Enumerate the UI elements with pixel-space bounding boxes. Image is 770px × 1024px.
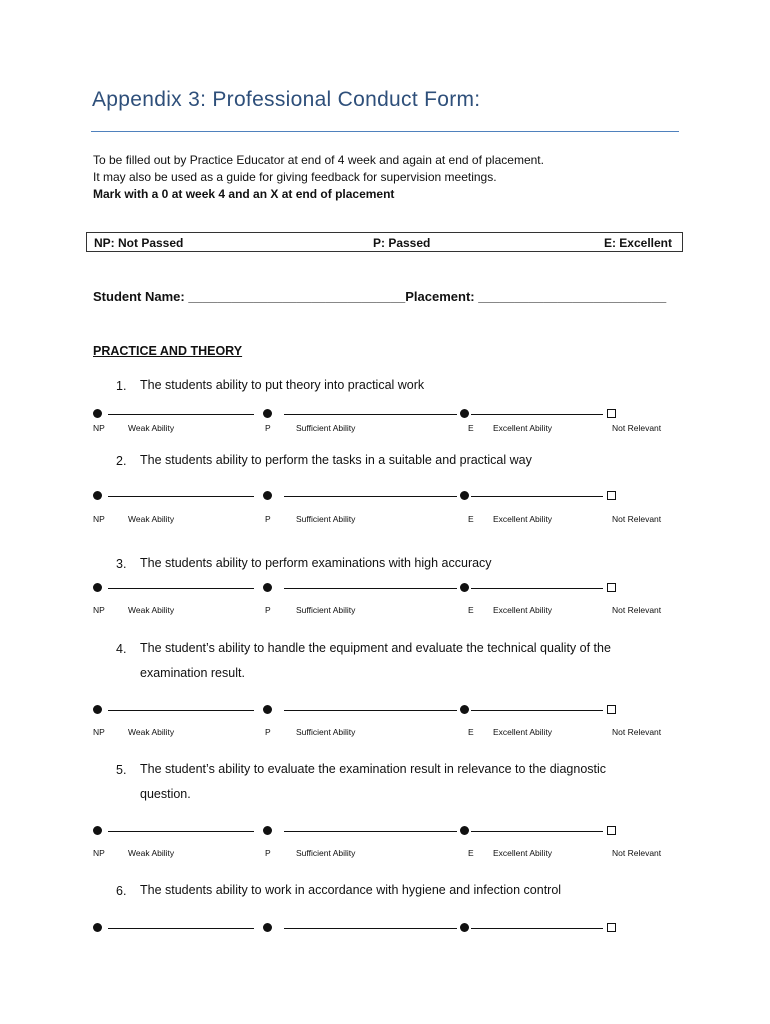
excellent-ability-line[interactable] <box>471 414 603 415</box>
p-marker[interactable] <box>263 491 272 500</box>
label-not-relevant: Not Relevant <box>612 848 662 858</box>
instruction-text: Mark with a 0 at week 4 and an X at end of placement <box>93 187 395 201</box>
np-marker[interactable] <box>93 826 102 835</box>
weak-ability-line[interactable] <box>108 928 254 929</box>
e-marker[interactable] <box>460 705 469 714</box>
rating-scale[interactable] <box>93 581 693 595</box>
label-excellent-ability: Excellent Ability <box>493 605 553 615</box>
rating-scale[interactable] <box>93 407 693 421</box>
label-sufficient-ability: Sufficient Ability <box>296 514 356 524</box>
legend-excellent: E: Excellent <box>603 236 672 250</box>
question-text: The student’s ability to handle the equipment and evaluate the technical quality of the <box>140 641 611 655</box>
np-marker[interactable] <box>93 491 102 500</box>
weak-ability-line[interactable] <box>108 710 254 711</box>
label-e: E <box>468 423 474 433</box>
label-np: NP <box>93 727 105 737</box>
label-e: E <box>468 605 474 615</box>
label-np: NP <box>93 848 105 858</box>
label-sufficient-ability: Sufficient Ability <box>296 423 356 433</box>
question-number: 5. <box>116 763 127 777</box>
label-excellent-ability: Excellent Ability <box>493 423 553 433</box>
label-weak-ability: Weak Ability <box>128 848 175 858</box>
not-relevant-checkbox[interactable] <box>607 705 616 714</box>
section-heading: PRACTICE AND THEORY <box>93 344 243 358</box>
label-excellent-ability: Excellent Ability <box>493 848 553 858</box>
question-number: 4. <box>116 642 127 656</box>
not-relevant-checkbox[interactable] <box>607 409 616 418</box>
label-p: P <box>265 514 271 524</box>
question-number: 1. <box>116 379 127 393</box>
label-excellent-ability: Excellent Ability <box>493 514 553 524</box>
e-marker[interactable] <box>460 923 469 932</box>
question-text-continued: examination result. <box>140 666 245 680</box>
sufficient-ability-line[interactable] <box>284 831 457 832</box>
p-marker[interactable] <box>263 583 272 592</box>
sufficient-ability-line[interactable] <box>284 588 457 589</box>
scale-labels <box>93 727 693 739</box>
grading-legend <box>86 232 683 252</box>
p-marker[interactable] <box>263 409 272 418</box>
weak-ability-line[interactable] <box>108 496 254 497</box>
sufficient-ability-line[interactable] <box>284 414 457 415</box>
weak-ability-line[interactable] <box>108 831 254 832</box>
intro-line-1: To be filled out by Practice Educator at end of 4 week and again at end of placement. <box>93 153 544 167</box>
label-p: P <box>265 848 271 858</box>
label-p: P <box>265 605 271 615</box>
question-text: The students ability to put theory into practical work <box>140 378 425 392</box>
e-marker[interactable] <box>460 583 469 592</box>
question-number: 2. <box>116 454 127 468</box>
scale-labels <box>93 605 693 617</box>
np-marker[interactable] <box>93 583 102 592</box>
excellent-ability-line[interactable] <box>471 710 603 711</box>
legend-not-passed: NP: Not Passed <box>94 236 184 250</box>
p-marker[interactable] <box>263 826 272 835</box>
label-e: E <box>468 727 474 737</box>
sufficient-ability-line[interactable] <box>284 928 457 929</box>
label-not-relevant: Not Relevant <box>612 727 662 737</box>
label-weak-ability: Weak Ability <box>128 423 175 433</box>
sufficient-ability-line[interactable] <box>284 496 457 497</box>
excellent-ability-line[interactable] <box>471 496 603 497</box>
label-np: NP <box>93 514 105 524</box>
label-sufficient-ability: Sufficient Ability <box>296 848 356 858</box>
sufficient-ability-line[interactable] <box>284 710 457 711</box>
label-weak-ability: Weak Ability <box>128 514 175 524</box>
np-marker[interactable] <box>93 923 102 932</box>
label-not-relevant: Not Relevant <box>612 423 662 433</box>
label-excellent-ability: Excellent Ability <box>493 727 553 737</box>
weak-ability-line[interactable] <box>108 414 254 415</box>
legend-passed: P: Passed <box>373 236 431 250</box>
title-divider <box>91 131 679 132</box>
weak-ability-line[interactable] <box>108 588 254 589</box>
np-marker[interactable] <box>93 705 102 714</box>
label-p: P <box>265 727 271 737</box>
question-text: The student’s ability to evaluate the examination result in relevance to the diagnostic <box>140 762 607 776</box>
student-placement-line[interactable]: Student Name: ______________________________Placement: __________________________ <box>93 289 667 304</box>
question-text: The students ability to perform the tasks in a suitable and practical way <box>140 453 532 467</box>
p-marker[interactable] <box>263 923 272 932</box>
scale-labels <box>93 514 693 526</box>
rating-scale[interactable] <box>93 703 693 717</box>
label-sufficient-ability: Sufficient Ability <box>296 605 356 615</box>
label-np: NP <box>93 423 105 433</box>
rating-scale[interactable] <box>93 824 693 838</box>
scale-labels <box>93 423 693 435</box>
excellent-ability-line[interactable] <box>471 928 603 929</box>
excellent-ability-line[interactable] <box>471 831 603 832</box>
question-text: The students ability to perform examinations with high accuracy <box>140 556 492 570</box>
label-e: E <box>468 848 474 858</box>
rating-scale[interactable] <box>93 489 693 503</box>
p-marker[interactable] <box>263 705 272 714</box>
np-marker[interactable] <box>93 409 102 418</box>
rating-scale[interactable] <box>93 921 693 935</box>
not-relevant-checkbox[interactable] <box>607 491 616 500</box>
page-title: Appendix 3: Professional Conduct Form: <box>92 88 481 111</box>
intro-line-2: It may also be used as a guide for giving feedback for supervision meetings. <box>93 170 497 184</box>
e-marker[interactable] <box>460 409 469 418</box>
label-np: NP <box>93 605 105 615</box>
label-weak-ability: Weak Ability <box>128 605 175 615</box>
not-relevant-checkbox[interactable] <box>607 583 616 592</box>
label-not-relevant: Not Relevant <box>612 605 662 615</box>
scale-labels <box>93 848 693 860</box>
label-e: E <box>468 514 474 524</box>
not-relevant-checkbox[interactable] <box>607 826 616 835</box>
label-not-relevant: Not Relevant <box>612 514 662 524</box>
question-text: The students ability to work in accordance with hygiene and infection control <box>140 883 562 897</box>
e-marker[interactable] <box>460 491 469 500</box>
not-relevant-checkbox[interactable] <box>607 923 616 932</box>
label-weak-ability: Weak Ability <box>128 727 175 737</box>
label-p: P <box>265 423 271 433</box>
label-sufficient-ability: Sufficient Ability <box>296 727 356 737</box>
question-number: 6. <box>116 884 127 898</box>
question-number: 3. <box>116 557 127 571</box>
excellent-ability-line[interactable] <box>471 588 603 589</box>
e-marker[interactable] <box>460 826 469 835</box>
question-text-continued: question. <box>140 787 191 801</box>
